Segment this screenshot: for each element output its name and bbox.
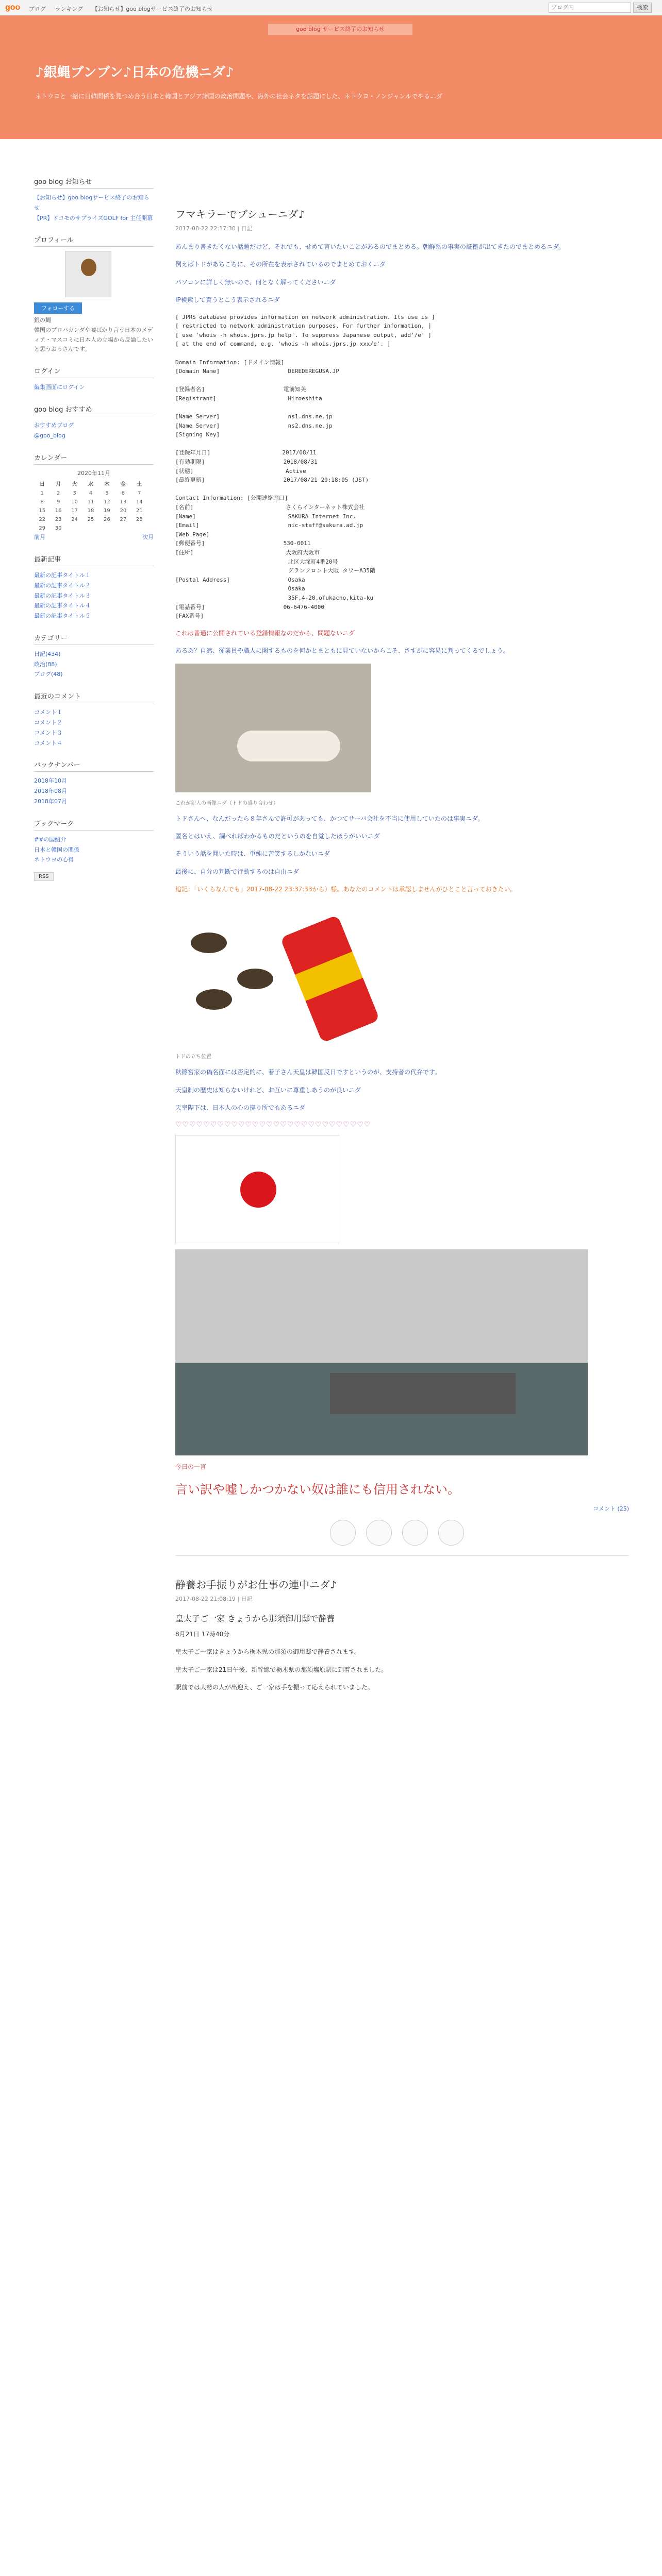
post-paragraph: パソコンに詳しく無いので、何となく解ってくださいニダ (175, 278, 336, 286)
calendar-week-row (34, 489, 147, 498)
post-image-flag (175, 1135, 340, 1243)
calendar-date[interactable]: 15 (39, 508, 46, 514)
post-date: 2017-08-22 22:17:30 | 日記 (175, 225, 253, 232)
login-heading: ログイン (34, 366, 154, 378)
image-caption: これが犯人の画像ニダ（トドの盛り合わせ） (175, 800, 278, 806)
category-heading: カテゴリー (34, 633, 154, 645)
recent-post-link[interactable]: 最新の記事タイトル５ (34, 613, 91, 620)
post-paragraph: 例えばトドがあちこちに、その所在を表示されているのでまとめておくニダ (175, 261, 386, 268)
post2-subheading: 皇太子ご一家 きょうから那須御用邸で静養 (175, 1614, 335, 1624)
calendar-date[interactable] (115, 524, 131, 533)
spray-can-icon (280, 915, 380, 1043)
bookmark-link[interactable]: 日本と韓国の関係 (34, 846, 79, 853)
post-paragraph: 天皇制の歴史は知らないけれど、お互いに尊重しあうのが良いニダ (175, 1086, 361, 1094)
cockroach-icon (237, 969, 273, 989)
calendar-date[interactable] (99, 524, 115, 533)
backnumber-list (34, 776, 154, 806)
backnumber-link[interactable]: 2018年07月 (34, 798, 67, 805)
calendar-date[interactable]: 8 (40, 499, 44, 505)
calendar-date[interactable] (67, 524, 82, 533)
bookmark-list (34, 835, 154, 865)
search-button[interactable]: 検索 (633, 3, 652, 13)
calendar-month: 2020年11月 (77, 469, 110, 477)
post-paragraph: 最後に、自分の判断で行動するのは自由ニダ (175, 868, 300, 875)
calendar-date[interactable]: 19 (104, 508, 110, 514)
calendar-date[interactable]: 11 (87, 499, 94, 505)
calendar-date[interactable]: 4 (89, 490, 93, 497)
notice-link-2[interactable]: 【PR】ドコモのサプライズGOLF for 主任開幕 (34, 214, 153, 222)
follow-button[interactable]: フォローする (34, 302, 82, 314)
calendar-week-row (34, 524, 147, 533)
notice-link-1[interactable]: 【お知らせ】goo blogサービス終了のお知らせ (34, 194, 150, 211)
topbar-link-ranking[interactable]: ランキング (55, 6, 84, 12)
post-orange-line: 追記：「いくらなんでも」2017-08-22 23:37:33から）様。あなたのコメントは承認しませんがひとこと言っておきたい。 (175, 886, 517, 893)
calendar-day: 月 (56, 482, 61, 488)
post2-paragraph: 皇太子ご一家はきょうから栃木県の那須の御用邸で静養されます。 (175, 1648, 361, 1656)
calendar-date[interactable]: 16 (55, 508, 62, 514)
calendar-date[interactable]: 29 (39, 526, 46, 532)
post2-paragraph: 皇太子ご一家は21日午後、新幹線で栃木県の那須塩原駅に到着されました。 (175, 1666, 388, 1673)
backnumber-heading: バックナンバー (34, 759, 154, 772)
post-paragraph: 天皇陛下は、日本人の心の拠り所でもあるニダ (175, 1104, 306, 1112)
comment-link[interactable]: コメント (25) (592, 1505, 629, 1513)
calendar-date[interactable] (82, 524, 98, 533)
calendar-day: 土 (137, 482, 142, 488)
image-caption: トドの立ち位置 (175, 1054, 211, 1060)
calendar-prev[interactable]: 前月 (34, 534, 45, 541)
login-link[interactable]: 編集画面にログイン (34, 384, 85, 391)
post-paragraph: あるあ？自然、従業員や職人に関するものを何かとまともに見ていないからこそ、さすがに容易に判ってくるでしょう。 (175, 647, 509, 655)
recent-heading: 最新記事 (34, 554, 154, 566)
calendar-date[interactable]: 25 (87, 517, 94, 523)
recommend-link-2[interactable]: @goo_blog (34, 432, 65, 439)
calendar-table (34, 478, 147, 533)
category-list (34, 649, 154, 680)
blog-search-input[interactable] (549, 3, 631, 13)
profile-heading: プロフィール (34, 234, 154, 247)
notice-heading: goo blog お知らせ (34, 176, 154, 189)
category-link[interactable]: 政治(88) (34, 660, 57, 668)
calendar-nav (34, 533, 154, 543)
calendar-date[interactable]: 13 (120, 499, 127, 505)
calendar-date[interactable]: 20 (120, 508, 127, 514)
calendar-date[interactable]: 24 (71, 517, 78, 523)
post-paragraph: IP検索して貰うとこう表示されるニダ (175, 296, 280, 304)
post2-dateline: 8月21日 17時40分 (175, 1631, 230, 1638)
calendar-heading: カレンダー (34, 452, 154, 465)
post-paragraph: トドさんへ、なんだったら８年さんで許可があっても、かつてサーバ会社を不当に使用していたのは事実ニダ。 (175, 815, 484, 822)
calendar-date[interactable]: 12 (104, 499, 110, 505)
topbar-link-notice[interactable]: 【お知らせ】goo blogサービス終了のお知らせ (92, 6, 213, 12)
post-paragraph: そういう話を聞いた時は、単純に苦笑するしかないニダ (175, 850, 330, 858)
calendar-date[interactable]: 5 (105, 490, 109, 497)
post-image-bugspray (175, 902, 397, 1046)
recent-post-link[interactable]: 最新の記事タイトル４ (34, 602, 91, 609)
calendar-date[interactable]: 26 (104, 517, 110, 523)
comment-link[interactable]: コメント４ (34, 739, 62, 747)
mosquito-icon (196, 989, 232, 1010)
blog-header (0, 15, 662, 139)
bookmark-link[interactable]: ##の国紹介 (34, 836, 67, 843)
calendar-date[interactable]: 10 (71, 499, 78, 505)
calendar-day: 木 (104, 482, 110, 488)
post-paragraph: 秋篠宮家の偽名面には否定的に、着子さん天皇は韓国反日ですというのが、支持者の代弁です。 (175, 1069, 441, 1076)
post2-paragraph: 駅前では大勢の人が出迎え、ご一家は手を振って応えられていました。 (175, 1684, 374, 1691)
recent-post-link[interactable]: 最新の記事タイトル３ (34, 592, 91, 599)
category-link[interactable]: 日記(434) (34, 650, 61, 657)
header-notice-banner[interactable]: goo blog サービス終了のお知らせ (268, 24, 412, 35)
goo-topbar (0, 0, 662, 15)
comment-link[interactable]: コメント１ (34, 709, 62, 716)
profile-name: 銀の蝿 (34, 317, 51, 324)
calendar-day: 水 (88, 482, 93, 488)
post-red-line: これは普通に公開されている登録情報なのだから、問題ないニダ (175, 629, 355, 637)
goo-logo[interactable]: goo (5, 3, 21, 12)
calendar-week-row (34, 506, 147, 515)
calendar-date[interactable]: 17 (71, 508, 78, 514)
calendar-date[interactable]: 6 (121, 490, 125, 497)
calendar-date[interactable]: 3 (73, 490, 76, 497)
topbar-link-blog[interactable]: ブログ (29, 6, 46, 12)
comments-heading: 最近のコメント (34, 691, 154, 703)
post-paragraph: あんまり書きたくない話題だけど、それでも、せめて言いたいことがあるのでまとめる。朝鮮系の事実の証拠が出てきたのでまとめるニダ。 (175, 243, 565, 250)
avatar (65, 251, 111, 297)
today-label: 今日の一言 (175, 1463, 207, 1470)
recent-list (34, 570, 154, 621)
calendar-date[interactable]: 1 (40, 490, 44, 497)
twitter-share-icon[interactable] (330, 1520, 356, 1546)
recommend-heading: goo blog おすすめ (34, 404, 154, 416)
goo-topbar-links (29, 5, 220, 13)
mosquito-icon (191, 933, 227, 953)
calendar-date[interactable]: 21 (136, 508, 143, 514)
share-row (175, 1505, 629, 1556)
post-paragraph: 匿名とはいえ、調べればわかるものだというのを自覚したほうがいいニダ (175, 832, 380, 840)
whois-block: [ JPRS database provides information on network administration. Its use is ] [ restricted to network administration purposes. For further information, ] [ use 'whois -h whois.jprs.jp help'. To suppress Japanese output, add'/e' ] [ at the end of command, e.g. 'whois -h whois.jprs.jp xxx/e'. ] Domain Information: [ドメイン情報] [Domain Name] DEREDEREGUSA.JP [登録者名] 電前知美 [Registrant] Hiroeshita [Name Server] ns1.dns.ne.jp [Name Server] ns2.dns.ne.jp [Signing Key] [登録年月日] 2017/08/11 [有効期限] 2018/08/31 [状態] Active [最終更新] 2017/08/21 20:18:05 (JST) Contact Information: [公開連絡窓口] [名前] さくらインターネット株式会社 [Name] SAKURA Internet Inc. [Email] nic-staff@sakura.ad.jp [Web Page] [郵便番号] 530-0011 [住所] 大阪府大阪市 北区大深町4番20号 グランフロント大阪 タワーA35階 [Postal Address] Osaka Osaka 35F,4-20,ofukacho,kita-ku [電話番号] 06-6476-4000 [FAX番号] (175, 313, 629, 621)
bookmark-link[interactable]: ネトウヨの心得 (34, 856, 74, 863)
today-quote: 言い訳や嘘しかつかない奴は誰にも信用されない。 (175, 1482, 460, 1497)
calendar-next[interactable]: 次月 (142, 534, 154, 541)
post2-date: 2017-08-22 21:08:19 | 日記 (175, 1596, 253, 1603)
line-share-icon[interactable] (402, 1520, 428, 1546)
calendar-week-row (34, 498, 147, 506)
backnumber-link[interactable]: 2018年08月 (34, 788, 67, 795)
post-title[interactable]: フマキラーでブシューニダ♪ (175, 208, 305, 221)
calendar-date[interactable]: 22 (39, 517, 46, 523)
calendar-body (34, 489, 147, 533)
calendar-date[interactable]: 9 (56, 499, 60, 505)
backnumber-link[interactable]: 2018年10月 (34, 777, 67, 785)
main-content (175, 206, 629, 1700)
comment-list (34, 707, 154, 748)
profile-text: 韓国のプロパガンダや嘘ばかり言う日本のメディア・マスコミに日本人の立場から反論したいと思うおっさんです。 (34, 327, 153, 353)
category-link[interactable]: ブログ(48) (34, 671, 63, 678)
hatena-share-icon[interactable] (438, 1520, 464, 1546)
bookmark-heading: ブックマーク (34, 818, 154, 831)
post2-title[interactable]: 静養お手振りがお仕事の連中ニダ♪ (175, 1579, 337, 1591)
calendar-day: 日 (39, 482, 45, 488)
facebook-share-icon[interactable] (366, 1520, 392, 1546)
heart-divider: ♡♡♡♡♡♡♡♡♡♡♡♡♡♡♡♡♡♡♡♡♡♡♡♡♡♡♡♡ (175, 1120, 371, 1129)
blog-description: ネトウヨと一緒に日韓関係を見つめ合う日本と韓国とアジア諸国の政治問題や、海外の社会ネタを話題にした、ネトウヨ・ノンジャンルでやるニダ (35, 93, 442, 100)
comment-link[interactable]: コメント３ (34, 729, 62, 736)
rss-button[interactable]: RSS (34, 872, 54, 881)
calendar-day: 火 (72, 482, 77, 488)
recent-post-link[interactable]: 最新の記事タイトル２ (34, 582, 91, 589)
calendar-day: 金 (120, 482, 126, 488)
sidebar (34, 165, 154, 881)
calendar-date[interactable]: 14 (136, 499, 143, 505)
post-image-woman (175, 664, 371, 792)
recommend-link-1[interactable]: おすすめブログ (34, 421, 74, 429)
calendar-date[interactable]: 7 (138, 490, 141, 497)
calendar-date[interactable]: 2 (56, 490, 60, 497)
recent-post-link[interactable]: 最新の記事タイトル１ (34, 571, 91, 579)
calendar-date[interactable]: 23 (55, 517, 62, 523)
calendar-week-row (34, 515, 147, 524)
calendar-header-row (34, 478, 147, 489)
calendar-date[interactable]: 18 (87, 508, 94, 514)
comment-link[interactable]: コメント２ (34, 719, 62, 726)
calendar-date[interactable] (131, 524, 147, 533)
calendar-date[interactable]: 30 (55, 526, 62, 532)
calendar-date[interactable]: 27 (120, 517, 127, 523)
post-image-ship (175, 1249, 588, 1455)
blog-title[interactable]: ♪銀蝿ブンブン♪日本の危機ニダ♪ (35, 65, 234, 80)
calendar-date[interactable]: 28 (136, 517, 143, 523)
